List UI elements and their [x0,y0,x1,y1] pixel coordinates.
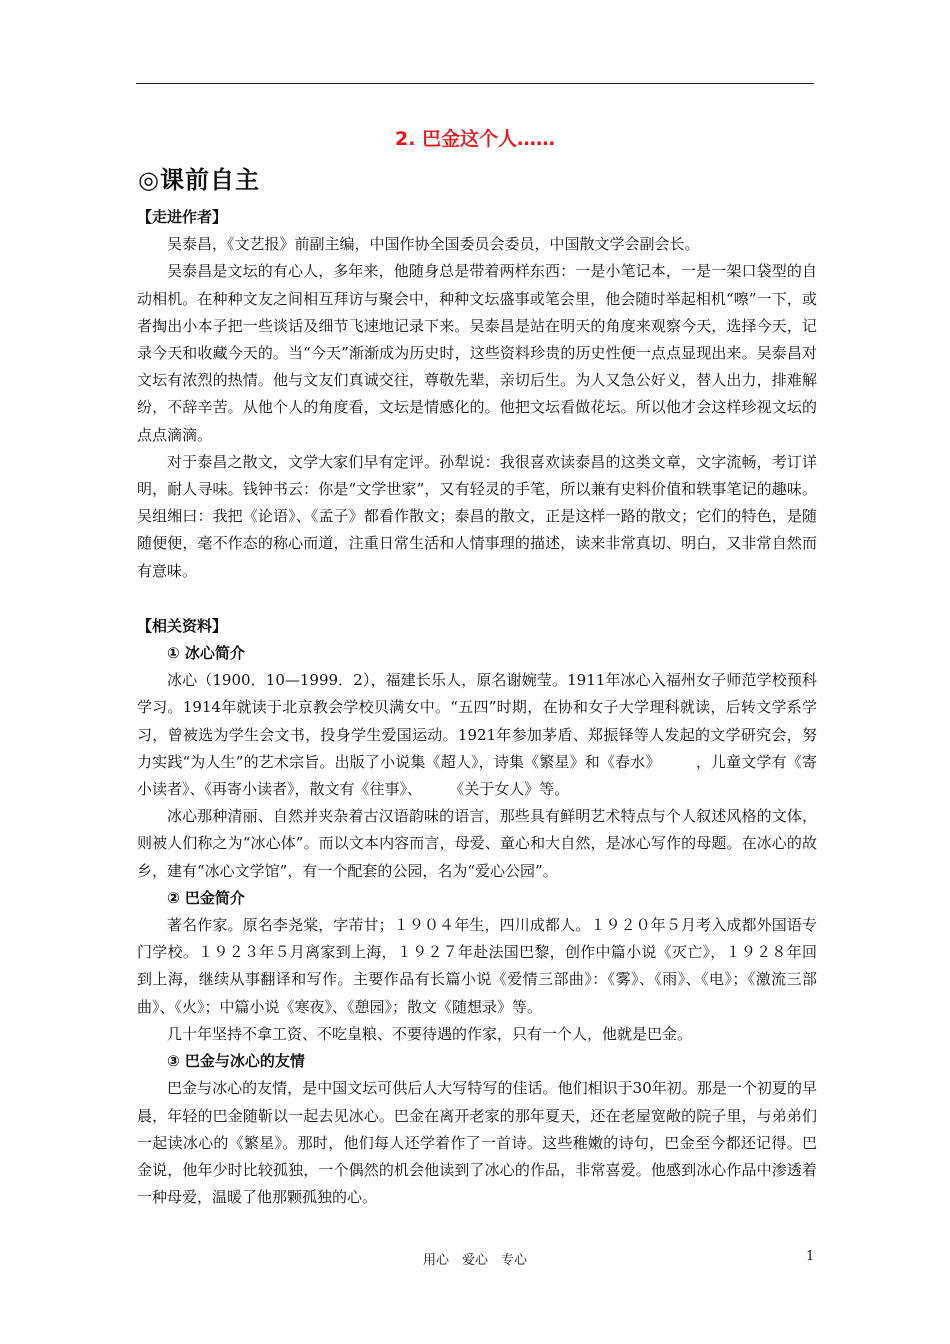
page-title: 2. 巴金这个人…… [394,128,556,150]
bingxin-subheading: ① 冰心简介 [167,644,245,663]
page-number: 1 [806,1249,815,1264]
bajin-paragraph: 著名作家。原名李尧棠，字芾甘；１９０４年生，四川成都人。１９２０年５月考入成都外国语专门学校。１９２３年５月离家到上海，１９２７年赴法国巴黎，创作中篇小说《灭亡》，１９２８年回到上海，继续从事翻译和写作。主要作品有长篇小说《爱情三部曲》：《雾》、《雨》、《电》；《激流三部曲》、《火》；中篇小说《寒夜》、《憩园》；散文《随想录》等。 [137,916,817,1016]
friendship-subheading: ③ 巴金与冰心的友情 [167,1052,305,1071]
bajin-paragraph: 几十年坚持不拿工资、不吃皇粮、不要待遇的作家，只有一个人，他就是巴金。 [167,1024,693,1043]
friendship-paragraph: 巴金与冰心的友情，是中国文坛可供后人大写特写的佳话。他们相识于30年初。那是一个初夏的早晨，年轻的巴金随靳以一起去见冰心。巴金在离开老家的那年夏天，还在老屋宽敞的院子里，与弟弟们一起读冰心的《繁星》。那时，他们每人还学着作了一首诗。这些稚嫩的诗句，巴金至今都还记得。巴金说，他年少时比较孤独，一个偶然的机会他读到了冰心的作品，非常喜爱。他感到冰心作品中渗透着一种母爱，温暖了他那颗孤独的心。 [137,1079,817,1207]
bingxin-paragraph: 冰心（1900．10—1999．2），福建长乐人，原名谢婉莹。1911年冰心入福州女子师范学校预科学习。1914年就读于北京教会学校贝满女中。“五四”时期，在协和女子大学理科就读，后转文学系学习，曾被选为学生会文书，投身学生爱国运动。1921年参加茅盾、郑振铎等人发起的文学研究会，努力实践“为人生”的艺术宗旨。出版了小说集《超人》，诗集《繁星》和《春水》 ，儿童文学有《寄小读者》、《再寄小读者》，散文有《往事》、 《关于女人》等。 [137,671,817,799]
intro-paragraph: 吴泰昌是文坛的有心人，多年来，他随身总是带着两样东西：一是小笔记本，一是一架口袋型的自动相机。在种种文友之间相互拜访与聚会中，种种文坛盛事或笔会里，他会随时举起相机“嚓”一下，或者掏出小本子把一些谈话及细节飞速地记录下来。吴泰昌是站在明天的角度来观察今天，选择今天，记录今天和收藏今天的。当“今天”渐渐成为历史时，这些资料珍贵的历史性便一点点显现出来。吴泰昌对文坛有浓烈的热情。他与文友们真诚交往，尊敬先辈，亲切后生。为人又急公好义，替人出力，排难解纷，不辞辛苦。从他个人的角度看，文坛是情感化的。他把文坛看做花坛。所以他才会这样珍视文坛的点点滴滴。 [137,262,817,444]
spacer [137,585,817,613]
related-heading: 【相关资料】 [137,616,228,635]
bajin-subheading: ② 巴金简介 [167,888,245,907]
document-body [137,204,817,1211]
section-heading: ◎课前自主 [138,166,260,194]
bingxin-paragraph: 冰心那种清丽、自然并夹杂着古汉语韵味的语言，那些具有鲜明艺术特点与个人叙述风格的文体，则被人们称之为“冰心体”。而以文本内容而言，母爱、童心和大自然，是冰心写作的母题。在冰心的故乡，建有“冰心文学馆”，有一个配套的公园，名为“爱心公园”。 [137,807,817,880]
header-rule [136,83,814,84]
intro-heading: 【走进作者】 [137,208,228,226]
intro-paragraph: 吴泰昌，《文艺报》前副主编，中国作协全国委员会委员，中国散文学会副会长。 [167,235,700,254]
intro-paragraph: 对于泰昌之散文，文学大家们早有定评。孙犁说：我很喜欢读泰昌的这类文章，文字流畅，考订详明，耐人寻味。钱钟书云：你是“文学世家”，又有轻灵的手笔，所以兼有史料价值和轶事笔记的趣味。吴组缃曰：我把《论语》、《孟子》都看作散文；泰昌的散文，正是这样一路的散文；它们的特色，是随随便便，毫不作态的称心而道，注重日常生活和人情事理的描述，读来非常真切、明白，又非常自然而有意味。 [137,452,817,580]
footer-motto: 用心 爱心 专心 [422,1253,527,1268]
